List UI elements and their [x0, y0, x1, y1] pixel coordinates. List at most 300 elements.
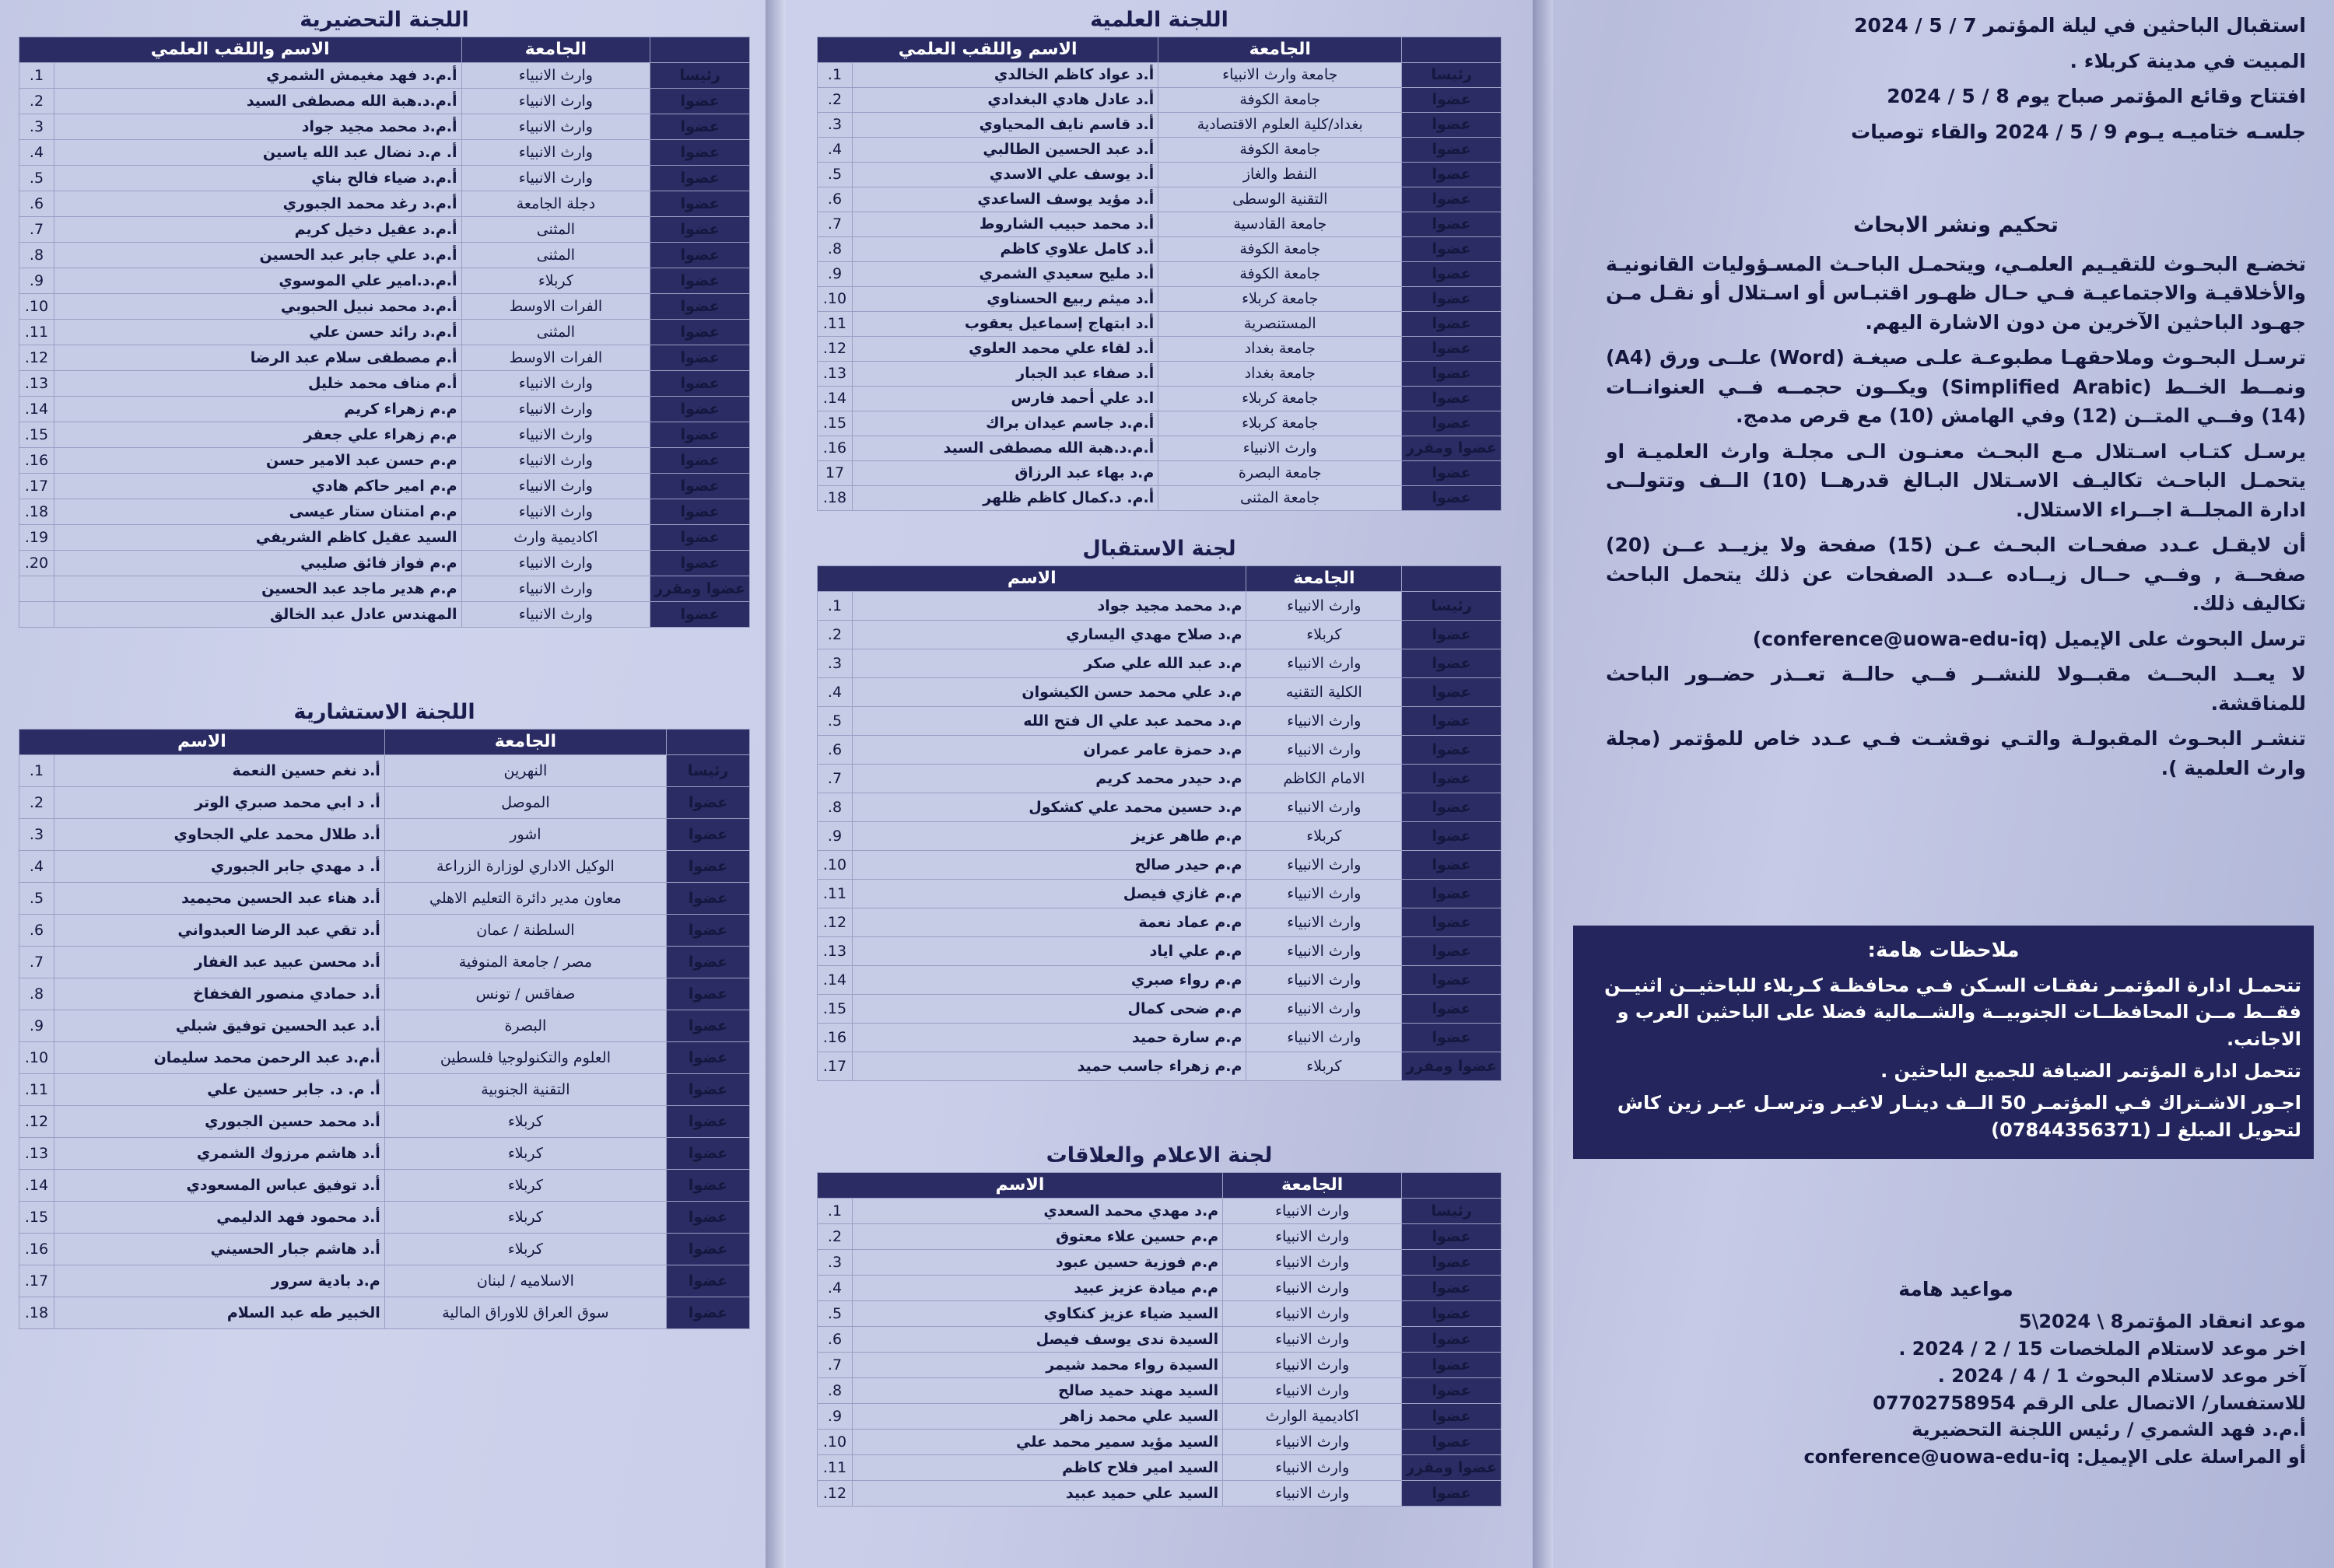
table-row: [818, 63, 1502, 88]
row-university: بغداد/كلية العلوم الاقتصادية: [1158, 113, 1402, 138]
row-name: م.م امير حاكم هادي: [54, 474, 462, 499]
row-university: وارث الانبياء: [461, 499, 650, 525]
row-number: 9.: [818, 262, 853, 287]
row-name: أ.د مؤيد يوسف الساعدي: [853, 187, 1158, 212]
row-number: 5.: [19, 883, 54, 915]
row-university: الامام الكاظم: [1246, 765, 1402, 793]
publication-item-1: ترسـل البحـوث وملاحقهـا مطبوعـة علـى صيغـة (Word) علــى ورق (A4) ونمــط الخــط (Simplified Arabic) ويكــون حجمــه فــي العنوانــات (14) وفــي المتــن (12) وفي الهامش (10) مع قرص مدمج.: [1606, 346, 2307, 427]
row-university: كربلاء: [461, 268, 650, 294]
table-row: [19, 947, 750, 978]
row-role: رئيسا: [667, 755, 750, 787]
row-number: 5.: [19, 166, 54, 191]
program-line-3: جلسـه ختاميـه يـوم 9 / 5 / 2024 والقاء توصيات: [1851, 120, 2306, 143]
row-role: عضوا: [667, 1234, 750, 1265]
program-block: [1606, 11, 2306, 152]
row-university: وارث الانبياء: [1246, 966, 1402, 995]
row-name: أ. م.د نضال عبد الله ياسين: [54, 140, 462, 166]
row-university: وارث الانبياء: [461, 166, 650, 191]
row-number: 18.: [19, 499, 54, 525]
reception-committee-title: لجنة الاستقبال: [1082, 537, 1236, 561]
row-name: أ.د هاشم مرزوك الشمري: [54, 1138, 385, 1170]
row-role: عضوا: [667, 1010, 750, 1042]
table-row: [818, 1481, 1502, 1507]
table-row: [818, 287, 1502, 312]
row-university: كربلاء: [1246, 822, 1402, 851]
table-row: [19, 755, 750, 787]
table-row: [818, 1353, 1502, 1378]
row-university: وارث الانبياء: [1223, 1250, 1402, 1276]
row-name: السيد امير فلاح كاظم: [853, 1455, 1223, 1481]
table-row: [818, 461, 1502, 486]
row-university: الوكيل الاداري لوزارة الزراعة: [384, 851, 666, 883]
section-preparatory-committee: [19, 8, 750, 628]
row-number: 17.: [19, 474, 54, 499]
row-university: وارث الانبياء: [461, 397, 650, 422]
row-university: البصرة: [384, 1010, 666, 1042]
table-row: [19, 819, 750, 851]
table-row: [19, 1106, 750, 1138]
row-number: 11.: [818, 1455, 853, 1481]
col-name: الاسم واللقب العلمي: [818, 37, 1158, 63]
program-line-1: المبيت في مدينة كربلاء .: [2069, 49, 2306, 72]
col-role: [1402, 37, 1502, 63]
row-number: 16.: [19, 1234, 54, 1265]
col-uni: الجامعة: [384, 730, 666, 755]
row-role: عضوا: [1402, 995, 1502, 1024]
row-role: عضوا: [650, 140, 750, 166]
section-advisory-committee: [19, 700, 750, 1329]
row-role: عضوا: [1402, 486, 1502, 511]
row-university: السلطنة / عمان: [384, 915, 666, 947]
row-role: عضوا: [667, 1074, 750, 1106]
row-number: 6.: [19, 915, 54, 947]
row-number: 15.: [19, 1202, 54, 1234]
row-number: 7.: [19, 947, 54, 978]
table-row: [818, 851, 1502, 880]
table-row: [818, 1378, 1502, 1404]
row-role: عضوا: [1402, 851, 1502, 880]
row-number: 18.: [818, 486, 853, 511]
table-row: [818, 138, 1502, 163]
row-role: عضوا: [650, 114, 750, 140]
row-role: عضوا: [1402, 1378, 1502, 1404]
row-number: 14.: [19, 1170, 54, 1202]
row-role: عضوا: [1402, 1276, 1502, 1301]
row-name: م.م امتنان ستار عيسى: [54, 499, 462, 525]
row-number: 15.: [19, 422, 54, 448]
row-role: عضوا: [1402, 1224, 1502, 1250]
table-row: [19, 787, 750, 819]
row-name: أ.د ميثم ربيع الحسناوي: [853, 287, 1158, 312]
row-number: 6.: [818, 736, 853, 765]
row-role: عضوا: [650, 268, 750, 294]
row-number: 14.: [818, 387, 853, 411]
row-university: كربلاء: [384, 1202, 666, 1234]
row-number: [19, 576, 54, 602]
col-uni: الجامعة: [1246, 566, 1402, 592]
row-role: عضوا: [1402, 621, 1502, 649]
row-university: وارث الانبياء: [461, 448, 650, 474]
row-number: 3.: [19, 114, 54, 140]
col-uni: الجامعة: [1223, 1173, 1402, 1199]
table-row: [19, 1297, 750, 1329]
row-number: 17: [818, 461, 853, 486]
table-row: [19, 345, 750, 371]
row-role: عضوا: [650, 320, 750, 345]
row-number: 10.: [818, 1430, 853, 1455]
row-name: السيد مهند حميد صالح: [853, 1378, 1223, 1404]
row-university: جامعة المثنى: [1158, 486, 1402, 511]
row-name: أ.د كامل علاوي كاظم: [853, 237, 1158, 262]
row-number: 4.: [818, 138, 853, 163]
row-name: م.د حسين محمد علي كشكول: [853, 793, 1246, 822]
row-role: عضوا: [1402, 1353, 1502, 1378]
program-line-2: افتتاح وقائع المؤتمر صباح يوم 8 / 5 / 2024: [1887, 85, 2306, 107]
row-role: عضوا: [1402, 880, 1502, 908]
publication-title: تحكيم ونشر الابحاث: [1853, 213, 2059, 237]
row-name: أ.م.د.امير علي الموسوي: [54, 268, 462, 294]
row-role: عضوا: [1402, 1301, 1502, 1327]
row-number: 11.: [19, 320, 54, 345]
row-university: معاون مدير دائرة التعليم الاهلي: [384, 883, 666, 915]
row-name: أ.م.د محمد مجيد جواد: [54, 114, 462, 140]
table-row: [818, 765, 1502, 793]
row-university: كربلاء: [384, 1234, 666, 1265]
table-row: [818, 387, 1502, 411]
row-number: 8.: [818, 237, 853, 262]
row-number: 2.: [818, 88, 853, 113]
row-number: 10.: [818, 851, 853, 880]
row-role: رئيسا: [650, 63, 750, 89]
row-role: عضوا ومقرر: [650, 576, 750, 602]
table-row: [19, 576, 750, 602]
row-role: عضوا: [1402, 793, 1502, 822]
row-name: م.د حيدر محمد كريم: [853, 765, 1246, 793]
col-role: [1402, 566, 1502, 592]
row-university: جامعة الكوفة: [1158, 262, 1402, 287]
row-number: 16.: [818, 1024, 853, 1052]
row-name: م.د محمد عبد علي ال فتح الله: [853, 707, 1246, 736]
row-role: عضوا: [650, 89, 750, 114]
row-role: عضوا: [1402, 187, 1502, 212]
row-role: عضوا ومقرر: [1402, 436, 1502, 461]
table-row: [19, 191, 750, 217]
row-number: 4.: [818, 1276, 853, 1301]
table-row: [19, 1170, 750, 1202]
row-name: أ.د ابتهاج إسماعيل يعقوب: [853, 312, 1158, 337]
row-role: عضوا: [1402, 966, 1502, 995]
row-number: 17.: [19, 1265, 54, 1297]
row-university: المثنى: [461, 243, 650, 268]
row-role: عضوا: [1402, 1481, 1502, 1507]
row-name: م.م حيدر صالح: [853, 851, 1246, 880]
row-role: عضوا: [1402, 411, 1502, 436]
col-role: [1402, 1173, 1502, 1199]
row-university: وارث الانبياء: [1246, 937, 1402, 966]
row-name: أ.د يوسف علي الاسدي: [853, 163, 1158, 187]
row-name: م.م زهراء علي جعفر: [54, 422, 462, 448]
row-role: عضوا: [667, 1042, 750, 1074]
table-row: [818, 995, 1502, 1024]
row-university: وارث الانبياء: [461, 551, 650, 576]
row-name: أ.د محمود فهد الدليمي: [54, 1202, 385, 1234]
table-row: [818, 163, 1502, 187]
publication-item-6: تنشـر البحـوث المقبولـة والتـي نوقشـت فـي عـدد خاص للمؤتمر (مجلة وارث العلمية ).: [1606, 727, 2306, 779]
row-role: عضوا: [667, 1265, 750, 1297]
row-name: أ.د هناء عبد الحسين محيميد: [54, 883, 385, 915]
row-number: 5.: [818, 163, 853, 187]
row-number: 5.: [818, 1301, 853, 1327]
row-role: عضوا: [1402, 237, 1502, 262]
row-name: السيدة ندى يوسف فيصل: [853, 1327, 1223, 1353]
row-role: عضوا: [650, 191, 750, 217]
row-name: أ.م.د ضياء فالح بناي: [54, 166, 462, 191]
col-name: الاسم: [818, 1173, 1223, 1199]
table-row: [19, 525, 750, 551]
row-name: ا.د علي أحمد فارس: [853, 387, 1158, 411]
row-name: أ.د عواد كاظم الخالدي: [853, 63, 1158, 88]
row-university: وارث الانبياء: [461, 602, 650, 628]
row-number: 6.: [818, 1327, 853, 1353]
row-number: 2.: [818, 1224, 853, 1250]
table-row: [818, 736, 1502, 765]
table-row: [19, 1042, 750, 1074]
row-role: عضوا: [1402, 1024, 1502, 1052]
row-name: أ.د محمد حسين الجبوري: [54, 1106, 385, 1138]
table-row: [19, 474, 750, 499]
row-role: عضوا: [667, 1106, 750, 1138]
row-name: أ.د حمادي منصور الفخفاخ: [54, 978, 385, 1010]
table-row: [19, 1265, 750, 1297]
row-number: 12.: [818, 337, 853, 362]
row-role: عضوا: [650, 294, 750, 320]
row-name: أ.د نغم حسين النعمة: [54, 755, 385, 787]
row-number: 3.: [818, 113, 853, 138]
row-university: المستنصرية: [1158, 312, 1402, 337]
table-row: [818, 678, 1502, 707]
table-row: [19, 114, 750, 140]
row-role: عضوا: [1402, 362, 1502, 387]
table-row: [818, 880, 1502, 908]
row-name: السيد علي حميد عبيد: [853, 1481, 1223, 1507]
col-name: الاسم: [818, 566, 1246, 592]
row-role: عضوا: [1402, 736, 1502, 765]
row-university: وارث الانبياء: [461, 422, 650, 448]
row-number: 14.: [818, 966, 853, 995]
row-university: اشور: [384, 819, 666, 851]
table-row: [19, 217, 750, 243]
row-university: جامعة الكوفة: [1158, 138, 1402, 163]
row-university: وارث الانبياء: [461, 371, 650, 397]
row-name: أ.م مصطفى سلام عبد الرضا: [54, 345, 462, 371]
row-name: م.د علي محمد حسن الكيشوان: [853, 678, 1246, 707]
row-university: وارث الانبياء: [1246, 649, 1402, 678]
table-row: [818, 1455, 1502, 1481]
table-row: [818, 237, 1502, 262]
row-role: عضوا: [650, 525, 750, 551]
row-name: أ.د لقاء علي محمد العلوي: [853, 337, 1158, 362]
section-reception-committee: [817, 537, 1502, 1081]
row-role: عضوا: [1402, 287, 1502, 312]
row-number: 4.: [19, 140, 54, 166]
note-item-2: اجـور الاشـتراك فـي المؤتمـر 50 الــف دينـار لاغيـر وترسـل عبـر زين كاش لتحويل المبلغ لـ (07844356371): [1617, 1091, 2301, 1141]
row-role: عضوا: [1402, 461, 1502, 486]
row-university: وارث الانبياء: [461, 89, 650, 114]
row-number: 13.: [818, 362, 853, 387]
table-row: [818, 187, 1502, 212]
row-name: م.م علي اياد: [853, 937, 1246, 966]
important-dates-block: [1606, 1276, 2306, 1471]
table-row: [818, 1199, 1502, 1224]
table-row: [818, 1301, 1502, 1327]
row-university: جامعة بغداد: [1158, 362, 1402, 387]
advisory-committee-title: اللجنة الاستشارية: [293, 700, 475, 724]
row-name: أ.م.د فهد مغيمش الشمري: [54, 63, 462, 89]
row-number: 9.: [818, 1404, 853, 1430]
important-notes-box: [1573, 926, 2314, 1159]
row-name: أ.م. د.كمال كاظم ظلهر: [853, 486, 1158, 511]
row-university: اكاديمية الوارث: [1223, 1404, 1402, 1430]
row-role: عضوا: [667, 883, 750, 915]
row-university: وارث الانبياء: [1246, 1024, 1402, 1052]
row-number: 2.: [19, 89, 54, 114]
page-fold-right: [1533, 0, 1553, 1568]
row-number: 4.: [19, 851, 54, 883]
row-number: 2.: [818, 621, 853, 649]
row-number: 7.: [818, 1353, 853, 1378]
media-committee-table: [817, 1172, 1502, 1507]
row-number: 18.: [19, 1297, 54, 1329]
row-number: 11.: [19, 1074, 54, 1106]
row-name: أ.د صفاء عبد الجبار: [853, 362, 1158, 387]
dates-title: مواعيد هامة: [1898, 1278, 2013, 1300]
row-name: م.م ميادة عزيز عبيد: [853, 1276, 1223, 1301]
row-role: عضوا ومقرر: [1402, 1052, 1502, 1081]
row-role: عضوا: [1402, 163, 1502, 187]
reception-committee-table: [817, 565, 1502, 1081]
row-university: المثنى: [461, 217, 650, 243]
row-name: أ.د توفيق عباس المسعودي: [54, 1170, 385, 1202]
row-number: 9.: [818, 822, 853, 851]
row-name: أ.د عبد الحسين توفيق شبلي: [54, 1010, 385, 1042]
table-row: [19, 551, 750, 576]
table-row: [19, 1138, 750, 1170]
row-role: عضوا: [1402, 649, 1502, 678]
date-item-3: للاستفسار/ الاتصال على الرقم 07702758954: [1873, 1391, 2306, 1414]
table-row: [19, 1202, 750, 1234]
row-name: م.م فواز فائق صليبي: [54, 551, 462, 576]
row-role: عضوا: [1402, 212, 1502, 237]
row-number: 7.: [818, 765, 853, 793]
row-university: كربلاء: [384, 1106, 666, 1138]
row-number: 11.: [818, 312, 853, 337]
publication-item-3: أن لايقـل عـدد صفحـات البحـث عـن (15) صفحة ولا يزيــد عــن (20) صفحــة , وفــي حــال زيــاده عــدد الصفحات عن ذلك يتحمل الباحث تكاليف ذلك.: [1606, 534, 2306, 614]
row-role: عضوا: [667, 819, 750, 851]
row-role: عضوا: [1402, 262, 1502, 287]
table-row: [19, 63, 750, 89]
row-number: 7.: [19, 217, 54, 243]
date-item-4: أ.م.د فهد الشمري / رئيس اللجنة التحضيرية: [1912, 1419, 2306, 1441]
table-row: [818, 362, 1502, 387]
row-university: صفاقس / تونس: [384, 978, 666, 1010]
row-university: جامعة الكوفة: [1158, 237, 1402, 262]
row-name: م.م حسين علاء معتوق: [853, 1224, 1223, 1250]
row-university: جامعة البصرة: [1158, 461, 1402, 486]
row-number: 10.: [818, 287, 853, 312]
left-column: [0, 0, 766, 1568]
row-name: م.م سارة حميد: [853, 1024, 1246, 1052]
row-number: 8.: [19, 243, 54, 268]
row-name: م.م هدير ماجد عبد الحسين: [54, 576, 462, 602]
table-row: [818, 822, 1502, 851]
section-media-committee: [817, 1143, 1502, 1507]
row-role: عضوا: [667, 915, 750, 947]
row-number: 16.: [818, 436, 853, 461]
row-number: 1.: [818, 63, 853, 88]
col-uni: الجامعة: [461, 37, 650, 63]
row-number: 3.: [19, 819, 54, 851]
row-name: السيد عقيل كاظم الشريفي: [54, 525, 462, 551]
row-university: جامعة كربلاء: [1158, 387, 1402, 411]
row-number: 5.: [818, 707, 853, 736]
row-university: سوق العراق للاوراق المالية: [384, 1297, 666, 1329]
row-name: السيد علي محمد زاهر: [853, 1404, 1223, 1430]
row-university: العلوم والتكنولوجيا فلسطين: [384, 1042, 666, 1074]
row-university: جامعة كربلاء: [1158, 287, 1402, 312]
row-role: رئيسا: [1402, 63, 1502, 88]
row-number: 16.: [19, 448, 54, 474]
row-university: وارث الانبياء: [1223, 1353, 1402, 1378]
row-university: جامعة الكوفة: [1158, 88, 1402, 113]
row-name: أ.م.د جاسم عيدان براك: [853, 411, 1158, 436]
table-row: [818, 486, 1502, 511]
row-role: عضوا: [650, 371, 750, 397]
row-university: وارث الانبياء: [1246, 851, 1402, 880]
table-row: [818, 212, 1502, 237]
row-name: السيدة رواء محمد شيمر: [853, 1353, 1223, 1378]
row-university: كربلاء: [1246, 1052, 1402, 1081]
row-university: الاسلاميه / لبنان: [384, 1265, 666, 1297]
row-number: 12.: [19, 345, 54, 371]
table-row: [818, 707, 1502, 736]
row-name: م.م حسن عبد الامير حسن: [54, 448, 462, 474]
table-row: [818, 88, 1502, 113]
row-name: م.م غازي فيصل: [853, 880, 1246, 908]
row-number: 3.: [818, 1250, 853, 1276]
table-row: [818, 1404, 1502, 1430]
row-name: أ.م.د محمد نبيل الحبوبي: [54, 294, 462, 320]
row-number: 8.: [818, 793, 853, 822]
table-row: [19, 166, 750, 191]
row-role: عضوا: [650, 166, 750, 191]
row-university: اكاديمية وارث: [461, 525, 650, 551]
publication-item-0: تخضـع البحـوث للتقيـيم العلمـي، ويتحمـل الباحـث المسـؤوليات القانونيـة والأخلاقيـة والاجتماعيـة فـي حـال ظهـور اقتبـاس أو اسـتلال أو نقـل مـن جهـود الباحثين الآخرين من دون الاشارة اليهم.: [1606, 252, 2306, 334]
row-university: وارث الانبياء: [1223, 1430, 1402, 1455]
row-name: أ.د تقي عبد الرضا العبدواني: [54, 915, 385, 947]
row-name: أ. د مهدي جابر الجبوري: [54, 851, 385, 883]
row-role: عضوا: [1402, 937, 1502, 966]
row-university: الكلية التقنيه: [1246, 678, 1402, 707]
row-number: 1.: [818, 592, 853, 621]
row-role: عضوا: [667, 851, 750, 883]
row-university: المثنى: [461, 320, 650, 345]
table-row: [818, 621, 1502, 649]
row-university: وارث الانبياء: [1246, 908, 1402, 937]
table-row: [818, 649, 1502, 678]
row-name: أ.د طلال محمد علي الجحاوي: [54, 819, 385, 851]
table-row: [19, 243, 750, 268]
table-row: [818, 1276, 1502, 1301]
